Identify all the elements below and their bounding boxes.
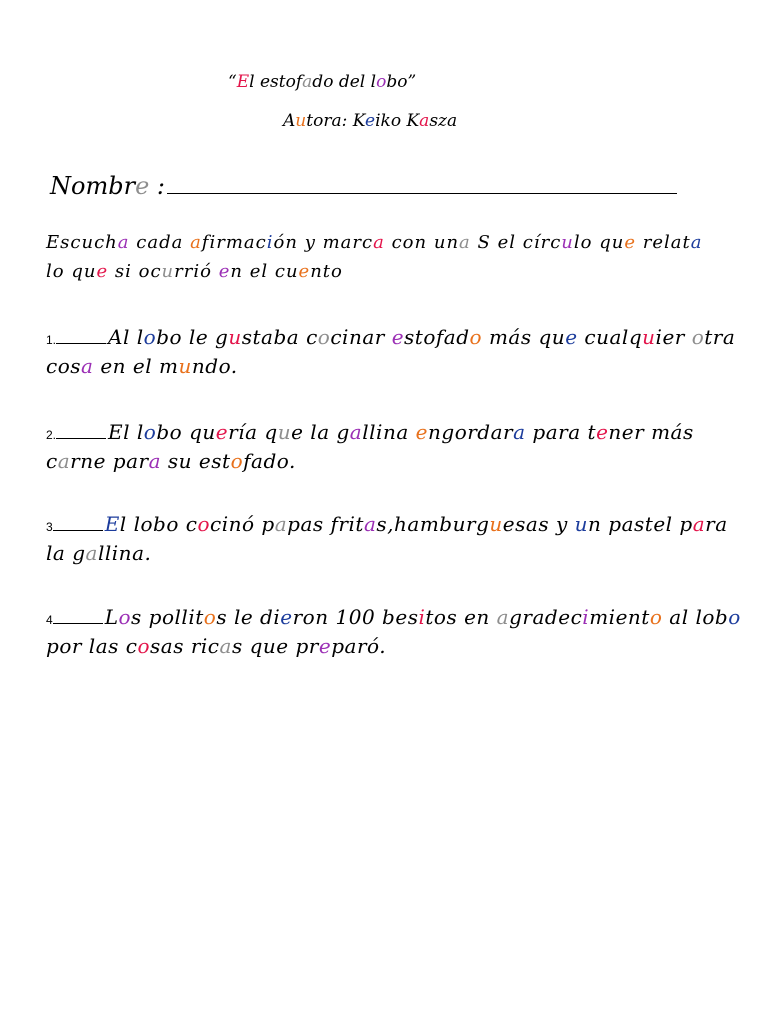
answer-blank[interactable] [53, 529, 103, 531]
statement-text: El lobo quería que la gallina engordara para tener más [108, 420, 694, 444]
statement-2-line-1 [46, 420, 694, 444]
instructions-line-1: Escucha cada afirmación y marca con una S el círculo que relata [46, 232, 703, 253]
statement-3-line-1 [46, 512, 728, 536]
worksheet-author: Autora: Keiko Kasza [283, 111, 458, 131]
statement-number: 2. [46, 428, 57, 442]
statement-text: Los pollitos le dieron 100 besitos en agradecimiento al lobo [104, 605, 741, 629]
name-label: Nombre : [50, 172, 166, 200]
name-blank-line[interactable] [167, 192, 677, 194]
name-field-row [50, 172, 677, 200]
statement-text: El lobo cocinó papas fritas,hamburguesas y un pastel para [104, 512, 728, 536]
statement-3-line-2: la gallina. [46, 541, 152, 565]
statement-4-line-1 [46, 605, 741, 629]
statement-4-line-2: por las cosas ricas que preparó. [46, 634, 387, 658]
answer-blank[interactable] [53, 622, 103, 624]
statement-2-line-2: carne para su estofado. [46, 449, 296, 473]
instructions-line-2: lo que si ocurrió en el cuento [46, 261, 343, 282]
statement-number: 1. [46, 333, 57, 347]
statement-number: 3 [46, 520, 53, 534]
answer-blank[interactable] [56, 437, 106, 439]
answer-blank[interactable] [56, 342, 106, 344]
statement-1-line-2: cosa en el mundo. [46, 354, 238, 378]
worksheet-title: “El estofado del lobo” [228, 72, 417, 92]
statement-text: Al lobo le gustaba cocinar estofado más que cualquier otra [108, 325, 736, 349]
statement-number: 4 [46, 613, 53, 627]
statement-1-line-1 [46, 325, 735, 349]
